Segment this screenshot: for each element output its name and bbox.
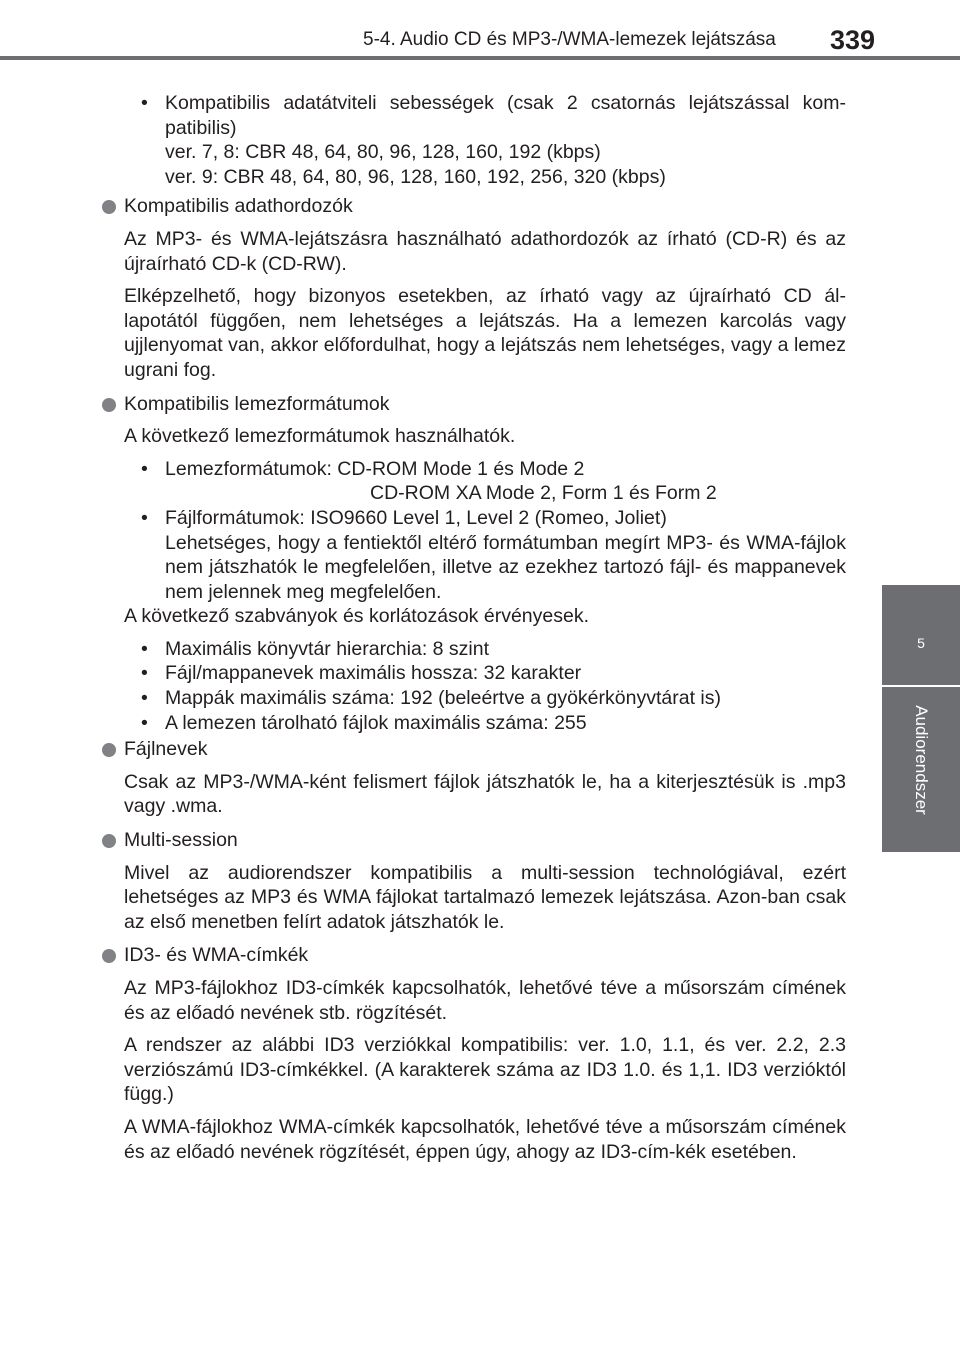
- dash-marker: •: [141, 711, 148, 734]
- list-item: Fájl/mappanevek maximális hossza: 32 karakter: [165, 662, 582, 685]
- dash-marker: •: [141, 687, 148, 710]
- dash-marker: •: [141, 92, 148, 114]
- section-heading-text: Kompatibilis adathordozók: [124, 195, 353, 218]
- dash-marker: •: [141, 662, 148, 685]
- limits-list: [124, 637, 846, 735]
- section-heading: [102, 943, 846, 968]
- section-heading-text: ID3- és WMA-címkék: [124, 944, 309, 967]
- intro-line-2: ver. 7, 8: CBR 48, 64, 80, 96, 128, 160, 192 (kbps): [165, 141, 601, 164]
- chapter-tab-label: Audiorendszer: [912, 705, 931, 815]
- paragraph: Az MP3- és WMA-lejátszásra használható adathordozók az írható (CD-R) és az újraírható CD-k (CD-RW).: [124, 227, 846, 275]
- running-header-title: 5-4. Audio CD és MP3-/WMA-lemezek lejátszása: [363, 29, 776, 50]
- circle-bullet-icon: [102, 398, 116, 412]
- circle-bullet-icon: [102, 949, 116, 963]
- section-heading: [102, 737, 846, 762]
- list-item: Mappák maximális száma: 192 (beleértve a gyökérkönyvtárat is): [165, 687, 721, 710]
- circle-bullet-icon: [102, 200, 116, 214]
- paragraph: A következő szabványok és korlátozások érvényesek.: [124, 605, 589, 628]
- dash-marker: •: [141, 637, 148, 660]
- paragraph: Csak az MP3-/WMA-ként felismert fájlok játszhatók le, ha a kiterjesztésük is .mp3 vagy .wma.: [124, 770, 846, 818]
- intro-line-1: Kompatibilis adatátviteli sebességek (csak 2 csatornás lejátszással kom-patibilis): [165, 92, 846, 139]
- formats-line-1: Lemezformátumok: CD-ROM Mode 1 és Mode 2: [165, 457, 585, 480]
- intro-line-3: ver. 9: CBR 48, 64, 80, 96, 128, 160, 192, 256, 320 (kbps): [165, 165, 666, 188]
- section-heading: [102, 392, 846, 417]
- paragraph: Az MP3-fájlokhoz ID3-címkék kapcsolhatók, lehetővé téve a műsorszám címének és az előadó nevének stb. rögzítését.: [124, 977, 846, 1024]
- page-content: [124, 91, 846, 1164]
- list-item: Maximális könyvtár hierarchia: 8 szint: [165, 637, 490, 660]
- format-list: [124, 457, 846, 605]
- paragraph: Mivel az audiorendszer kompatibilis a multi-session technológiával, ezért lehetséges az MP3 és WMA fájlokat tartalmazó lemezek lejátszása. Azon-ban csak az első menetben felírt adatok játszhatók le.: [124, 861, 846, 933]
- section-heading: [102, 828, 846, 853]
- paragraph: A rendszer az alábbi ID3 verziókkal kompatibilis: ver. 1.0, 1.1, és ver. 2.2, 2.3 verziószámú ID3-címkékkel. (A karakterek száma az ID3 1.0. és 1,1. ID3 verzióktól függ.): [124, 1034, 846, 1106]
- dash-marker: •: [141, 506, 148, 529]
- paragraph: Elképzelhető, hogy bizonyos esetekben, az írható vagy az újraírható CD ál-lapotától függően, nem lehetséges a lejátszás. Ha a lemezen karcolás vagy ujjlenyomat van, akkor előfordulhat, hogy a lejátszás nem lehetséges, vagy a lemez ugrani fog.: [124, 285, 846, 381]
- paragraph: A következő lemezformátumok használhatók.: [124, 425, 516, 448]
- files-line-2: Lehetséges, hogy a fentiektől eltérő formátumban megírt MP3- és WMA-fájlok nem játszhatók le megfelelően, illetve az ezekhez tartozó fájl- és mappanevek nem jelennek meg megfelelően.: [165, 531, 846, 603]
- dash-marker: •: [141, 457, 148, 480]
- section-heading: [102, 194, 846, 219]
- page-number: 339: [830, 25, 876, 55]
- intro-list-item: [124, 91, 846, 189]
- chapter-tab-number: 5: [882, 585, 960, 685]
- paragraph: A WMA-fájlokhoz WMA-címkék kapcsolhatók, lehetővé téve a műsorszám címének és az előadó nevének rögzítését, éppen úgy, ahogy az ID3-cím-kék esetében.: [124, 1115, 846, 1163]
- circle-bullet-icon: [102, 834, 116, 848]
- section-heading-text: Kompatibilis lemezformátumok: [124, 392, 390, 415]
- section-heading-text: Fájlnevek: [124, 738, 208, 761]
- files-line-1: Fájlformátumok: ISO9660 Level 1, Level 2 (Romeo, Joliet): [165, 506, 667, 529]
- circle-bullet-icon: [102, 743, 116, 757]
- formats-line-2: CD-ROM XA Mode 2, Form 1 és Form 2: [370, 482, 717, 505]
- list-item: A lemezen tárolható fájlok maximális száma: 255: [165, 711, 587, 734]
- section-heading-text: Multi-session: [124, 829, 238, 852]
- header-rule: [0, 56, 960, 60]
